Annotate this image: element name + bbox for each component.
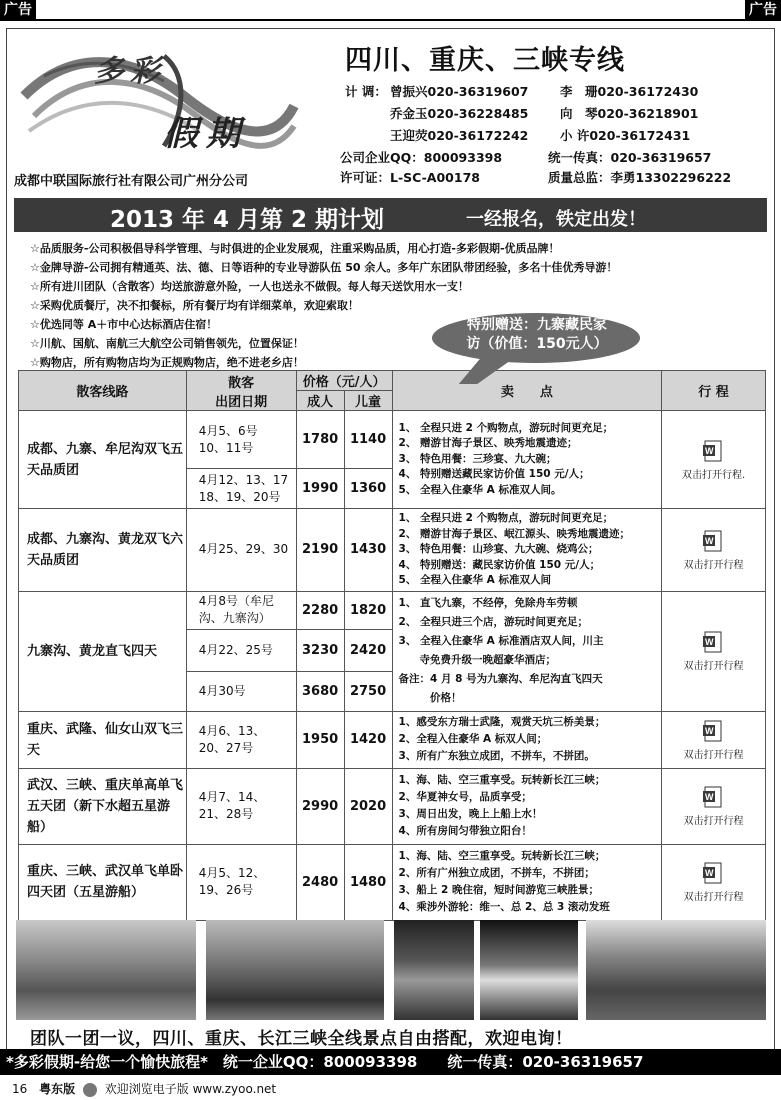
svg-text:W: W — [704, 445, 714, 456]
tour-table — [18, 370, 766, 921]
feature-item: ☆购物店，所有购物店均为正规购物店，绝不进老乡店！ — [30, 356, 304, 369]
contact-3: 乔金玉020-36228485 — [390, 106, 529, 121]
company-qq: 公司企业QQ：800093398 — [340, 150, 503, 165]
slogan: 团队一团一议，四川、重庆、长江三峡全线景点自由搭配，欢迎电询！ — [30, 1029, 573, 1049]
route-name: 成都、九寨沟、黄龙双飞六天品质团 — [19, 509, 187, 592]
quality-supervisor: 质量总监：李勇13302296222 — [548, 170, 732, 185]
departure-date: 4月12、13、17 18、19、20号 — [186, 469, 296, 509]
photo-golden-buddha — [394, 920, 474, 1020]
banner-title: 2013 年 4 月第 2 期计划 — [110, 207, 385, 233]
website-link[interactable]: 欢迎浏览电子版 www.zyoo.net — [104, 1082, 277, 1096]
child-price: 1360 — [344, 469, 392, 509]
adult-price: 3230 — [296, 629, 344, 671]
route-name: 重庆、武隆、仙女山双飞三天 — [19, 711, 187, 768]
svg-text:W: W — [704, 792, 714, 802]
logo-text-top: 多彩 — [94, 54, 166, 89]
child-price: 1430 — [344, 509, 392, 592]
photo-ancient-street — [586, 920, 766, 1020]
selling-points: 1、感受东方瑞士武隆，观赏天坑三桥美景； 2、全程入住豪华 A 标双人间； 3、所有广东独立成团，不拼车，不拼团。 — [392, 711, 662, 768]
footer-text: *多彩假期-给您一个愉快旅程* 统一企业QQ：800093398 统一传真：020-36319657 — [6, 1053, 644, 1071]
feature-item: ☆采购优质餐厅，决不扣餐标，所有餐厅均有详细菜单，欢迎索取！ — [30, 299, 359, 312]
svg-text:W: W — [704, 725, 714, 736]
brand-logo — [14, 36, 299, 168]
departure-date: 4月7、14、 21、28号 — [186, 768, 296, 844]
child-price: 1140 — [344, 411, 392, 469]
itinerary-link[interactable]: W 双击打开行程 — [662, 768, 766, 844]
photo-waterfall — [480, 920, 578, 1020]
itinerary-link[interactable]: W 双击打开行程 — [662, 711, 766, 768]
selling-points: 1、 全程只进 2 个购物点，游玩时间更充足； 2、 赠游甘海子景区、岷江源头、映秀地震遗迹； 3、 特色用餐：山珍宴、九大碗、烧鸡公； 4、 特别赠送：藏民家访价值 150 元/人； 5、 全程入住豪华 A 标准双人间 — [392, 509, 662, 592]
adult-price: 1950 — [296, 711, 344, 768]
route-name: 武汉、三峡、重庆单高单飞五天团（新下水超五星游船） — [19, 768, 187, 844]
contact-1: 曾振兴020-36319607 — [390, 84, 529, 99]
svg-text:W: W — [704, 637, 714, 647]
departure-date: 4月5、12、 19、26号 — [186, 844, 296, 920]
child-price: 1480 — [344, 844, 392, 920]
header-date: 散客 出团日期 — [186, 371, 296, 411]
footer-bar — [0, 1049, 781, 1075]
child-price: 2020 — [344, 768, 392, 844]
selling-points: 1、 直飞九寨，不经停，免除舟车劳顿 2、 全程只进三个店，游玩时间更充足； 3、 全程入住豪华 A 标准酒店双人间，川主 寺免费升级一晚超豪华酒店； 备注：4 月 8 号为九寨沟、牟尼沟直飞四天 价格！ — [392, 591, 662, 711]
departure-date: 4月22、25号 — [186, 629, 296, 671]
edition: 粤东版 — [39, 1082, 76, 1096]
selling-points: 1、海、陆、空三重享受。玩转新长江三峡； 2、华夏神女号，品质享受； 3、周日出发，晚上上船上水！ 4、所有房间匀带独立阳台！ — [392, 768, 662, 844]
word-document-icon — [702, 861, 726, 885]
photo-lake-forest — [16, 920, 196, 1020]
page-footer — [12, 1080, 276, 1097]
contact-4: 向 琴020-36218901 — [560, 106, 699, 121]
child-price: 2750 — [344, 671, 392, 711]
feature-item: ☆优选同等 A＋市中心达标酒店住宿！ — [30, 318, 218, 331]
word-document-icon — [702, 630, 726, 654]
page-number: 16 — [12, 1082, 28, 1096]
departure-date: 4月5、6号 10、11号 — [186, 411, 296, 469]
header-adult: 成人 — [296, 391, 344, 411]
gift-line-1: 特别赠送：九寨藏民家 — [467, 317, 607, 333]
header-price: 价格（元/人） — [296, 371, 392, 391]
feature-item: ☆所有进川团队（含散客）均送旅游意外险，一人也送永不做假。每人每天送饮用水一支！ — [30, 280, 469, 293]
departure-date: 4月6、13、 20、27号 — [186, 711, 296, 768]
gift-callout — [424, 312, 644, 384]
company-fax: 统一传真：020-36319657 — [548, 150, 712, 165]
newspaper-logo-icon — [83, 1083, 97, 1097]
adult-price: 2990 — [296, 768, 344, 844]
adult-price: 2280 — [296, 591, 344, 629]
itinerary-link[interactable]: W 双击打开行程. — [662, 411, 766, 509]
svg-text:W: W — [704, 535, 714, 546]
top-rule — [0, 19, 781, 21]
header-child: 儿童 — [344, 391, 392, 411]
company-name: 成都中联国际旅行社有限公司广州分公司 — [14, 174, 249, 189]
adult-price: 3680 — [296, 671, 344, 711]
feature-item: ☆品质服务-公司积极倡导科学管理、与时俱进的企业发展观，注重采购品质，用心打造-多彩假期-优质品牌！ — [30, 242, 560, 255]
gift-line-2: 访（价值：150元人） — [466, 336, 608, 352]
selling-points: 1、 全程只进 2 个购物点，游玩时间更充足； 2、 赠游甘海子景区、映秀地震遗迹； 3、 特色用餐：三珍宴、九大碗； 4、 特别赠送藏民家访价值 150 元/人； 5、 全程入住豪华 A 标准双人间。 — [392, 411, 662, 509]
adult-price: 2190 — [296, 509, 344, 592]
header-itinerary: 行 程 — [662, 371, 766, 411]
adult-price: 1990 — [296, 469, 344, 509]
contact-6: 小 许020-36172431 — [560, 128, 691, 143]
route-name: 重庆、三峡、武汉单飞单卧四天团（五星游船） — [19, 844, 187, 920]
child-price: 1820 — [344, 591, 392, 629]
ad-tag-left: 广告 — [0, 0, 36, 20]
word-document-icon — [702, 785, 726, 809]
route-name: 成都、九寨、牟尼沟双飞五天品质团 — [19, 411, 187, 509]
itinerary-link[interactable]: W 双击打开行程 — [662, 509, 766, 592]
itinerary-link[interactable]: W 双击打开行程 — [662, 591, 766, 711]
route-name: 九寨沟、黄龙直飞四天 — [19, 591, 187, 711]
itinerary-link[interactable]: W 双击打开行程 — [662, 844, 766, 920]
consult-label: 计 调： — [345, 84, 387, 99]
contact-2: 李 珊020-36172430 — [560, 84, 699, 99]
word-document-icon — [702, 439, 726, 463]
plan-banner — [14, 198, 767, 232]
feature-item: ☆川航、国航、南航三大航空公司销售领先，位置保证！ — [30, 337, 304, 350]
adult-price: 2480 — [296, 844, 344, 920]
selling-points: 1、海、陆、空三重享受。玩转新长江三峡； 2、所有广州独立成团，不拼车，不拼团； 3、船上 2 晚住宿，短时间游览三峡胜景； 4、乘涉外游轮：维一、总 2、总 3 滚动发班 — [392, 844, 662, 920]
word-document-icon — [702, 719, 726, 743]
banner-subtitle: 一经报名，铁定出发！ — [466, 209, 646, 230]
page-title: 四川、重庆、三峡专线 — [345, 45, 625, 76]
word-document-icon — [702, 529, 726, 553]
departure-date: 4月8号（牟尼 沟、九寨沟） — [186, 591, 296, 629]
departure-date: 4月30号 — [186, 671, 296, 711]
photo-mountain-temple — [206, 920, 384, 1020]
child-price: 1420 — [344, 711, 392, 768]
license-number: 许可证：L-SC-A00178 — [340, 170, 480, 185]
adult-price: 1780 — [296, 411, 344, 469]
contact-5: 王迎荧020-36172242 — [390, 128, 529, 143]
feature-item: ☆金牌导游-公司拥有精通英、法、德、日等语种的专业导游队伍 50 余人。多年广东团队带团经验，多名十佳优秀导游！ — [30, 261, 618, 274]
logo-text-bottom: 假期 — [164, 114, 248, 154]
departure-date: 4月25、29、30 — [186, 509, 296, 592]
header-route: 散客线路 — [19, 371, 187, 411]
ad-tag-right: 广告 — [745, 0, 781, 20]
svg-text:W: W — [704, 868, 714, 878]
child-price: 2420 — [344, 629, 392, 671]
header-selling: 卖 点 — [392, 371, 662, 411]
